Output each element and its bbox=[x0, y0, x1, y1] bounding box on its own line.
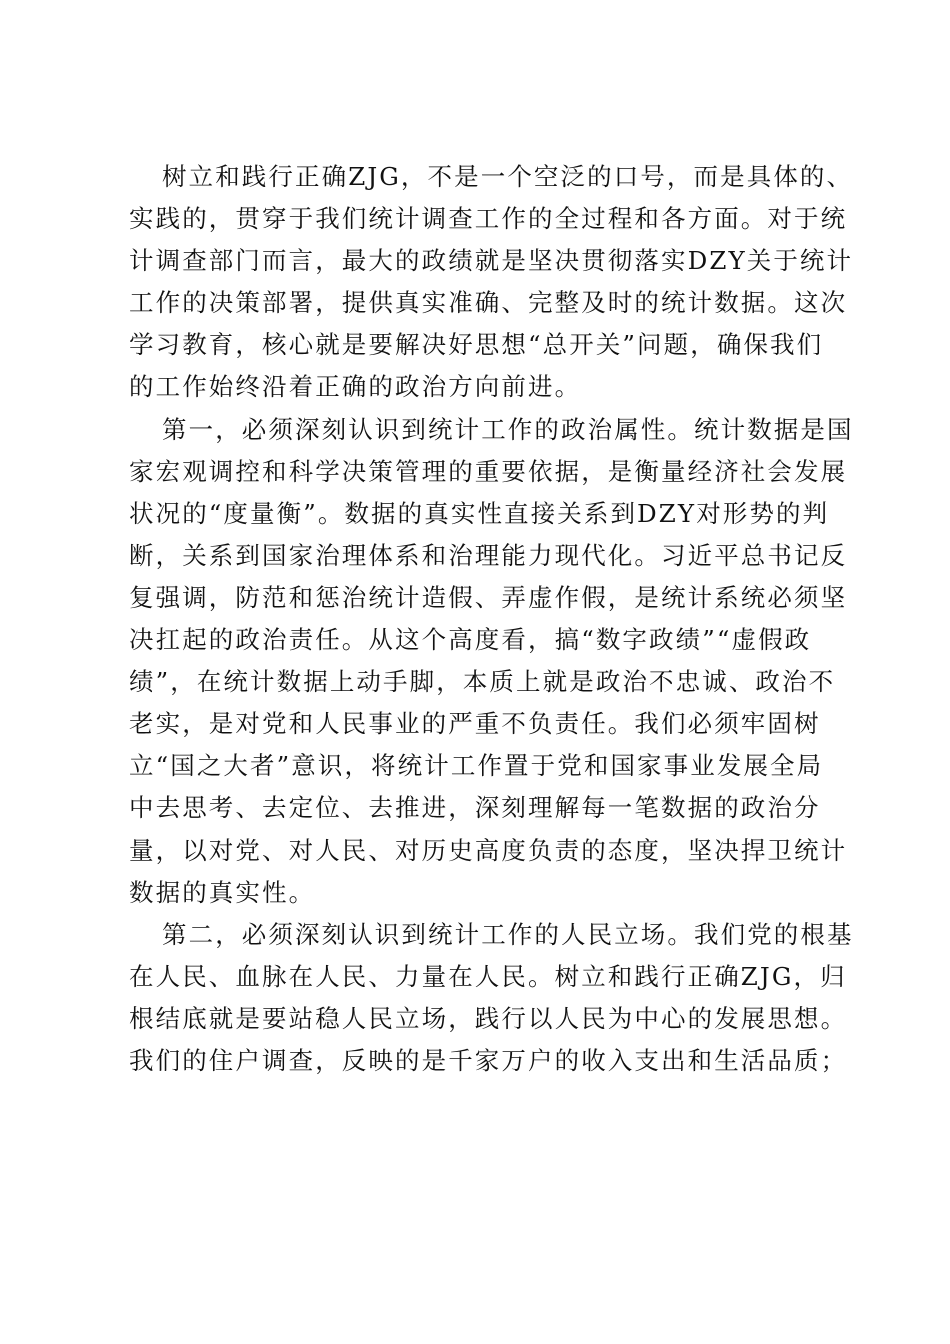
text-line: 工作的决策部署，提供真实准确、完整及时的统计数据。这次 bbox=[129, 288, 848, 318]
text-line: 绩”，在统计数据上动手脚，本质上就是政治不忠诚、政治不 bbox=[129, 667, 836, 697]
text-line: 断，关系到国家治理体系和治理能力现代化。习近平总书记反 bbox=[129, 540, 848, 570]
text-line: 的工作始终沿着正确的政治方向前进。 bbox=[129, 372, 582, 402]
text-line: 状况的“度量衡”。数据的真实性直接关系到DZY对形势的判 bbox=[129, 498, 830, 528]
text-line: 学习教育，核心就是要解决好思想“总开关”问题，确保我们 bbox=[129, 330, 824, 360]
text-line: 家宏观调控和科学决策管理的重要依据，是衡量经济社会发展 bbox=[129, 456, 848, 486]
text-line: 树立和践行正确ZJG，不是一个空泛的口号，而是具体的、 bbox=[162, 162, 854, 191]
text-line: 我们的住户调查，反映的是千家万户的收入支出和生活品质； bbox=[129, 1045, 848, 1075]
text-line: 中去思考、去定位、去推进，深刻理解每一笔数据的政治分 bbox=[129, 793, 821, 823]
text-line: 第一，必须深刻认识到统计工作的政治属性。统计数据是国 bbox=[162, 414, 854, 444]
text-line: 第二，必须深刻认识到统计工作的人民立场。我们党的根基 bbox=[162, 919, 854, 949]
text-line: 数据的真实性。 bbox=[129, 877, 316, 907]
text-line: 实践的，贯穿于我们统计调查工作的全过程和各方面。对于统 bbox=[129, 204, 848, 234]
text-line: 复强调，防范和惩治统计造假、弄虚作假，是统计系统必须坚 bbox=[129, 582, 848, 612]
text-line: 计调查部门而言，最大的政绩就是坚决贯彻落实DZY关于统计 bbox=[129, 246, 854, 276]
text-line: 老实，是对党和人民事业的严重不负责任。我们必须牢固树 bbox=[129, 709, 821, 739]
text-line: 根结底就是要站稳人民立场，践行以人民为中心的发展思想。 bbox=[129, 1003, 848, 1033]
text-line: 量，以对党、对人民、对历史高度负责的态度，坚决捍卫统计 bbox=[129, 835, 848, 865]
document-body bbox=[129, 156, 854, 1082]
text-line: 立“国之大者”意识，将统计工作置于党和国家事业发展全局 bbox=[129, 751, 824, 781]
text-line: 决扛起的政治责任。从这个高度看，搞“数字政绩”“虚假政 bbox=[129, 625, 812, 655]
text-line: 在人民、血脉在人民、力量在人民。树立和践行正确ZJG，归 bbox=[129, 961, 847, 991]
